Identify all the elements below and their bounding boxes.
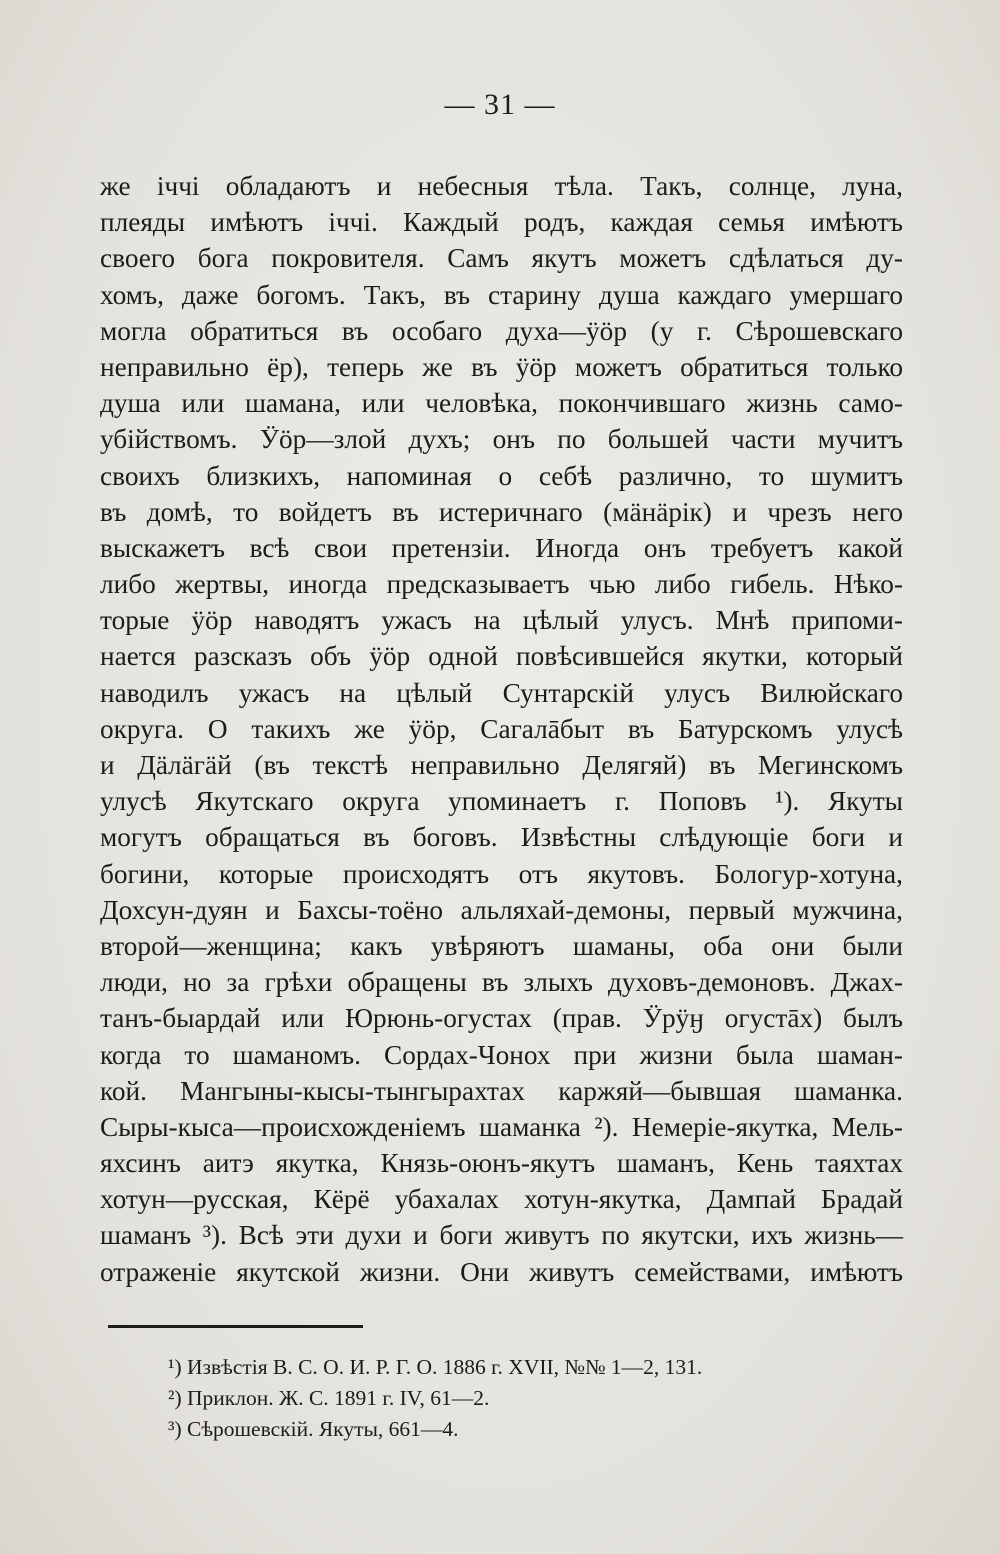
text-line: второй—женщина; какъ увѣряютъ шаманы, оба они были <box>100 930 903 961</box>
text-line: убійствомъ. Ӱöр—злой духъ; онъ по большей части мучитъ <box>100 424 903 455</box>
text-line: хотун—русская, Кёрё убахалах хотун-якутка, Дампай Брадай <box>100 1184 903 1215</box>
text-line: выскажетъ всѣ свои претензіи. Иногда онъ требуетъ какой <box>100 532 903 563</box>
text-line: шаманъ ³). Всѣ эти духи и боги живутъ по якутски, ихъ жизнь— <box>100 1220 903 1251</box>
text-line: душа или шамана, или человѣка, покончившаго жизнь само- <box>100 388 903 419</box>
text-line: въ домѣ, то войдетъ въ истеричнаго (мäнäрік) и чрезъ него <box>100 496 903 527</box>
footnote: ¹) Извѣстія В. С. О. И. Р. Г. О. 1886 г. XVII, №№ 1—2, 131. <box>168 1355 703 1379</box>
text-line: богини, которые происходятъ отъ якутовъ. Бологур-хотуна, <box>100 858 903 889</box>
text-line: Сыры-кыса—происхожденіемъ шаманка ²). Немеріе-якутка, Мель- <box>100 1111 903 1142</box>
text-line: своихъ близкихъ, напоминая о себѣ различно, то шумитъ <box>100 460 903 491</box>
text-line: либо жертвы, иногда предсказываетъ чью либо гибель. Нѣко- <box>100 569 903 600</box>
footnote: ²) Приклон. Ж. С. 1891 г. IV, 61—2. <box>168 1386 490 1410</box>
text-line: улусѣ Якутскаго округа упоминаетъ г. Поповъ ¹). Якуты <box>100 786 903 817</box>
text-line: неправильно ёр), теперь же въ ӱöр можетъ обратиться только <box>100 351 903 382</box>
text-line: плеяды имѣютъ іччі. Каждый родъ, каждая семья имѣютъ <box>100 207 903 238</box>
text-line: округа. О такихъ же ӱöр, Сагалāбыт въ Батурскомъ улусѣ <box>100 713 903 744</box>
text-line: своего бога покровителя. Самъ якутъ можетъ сдѣлаться ду- <box>100 243 903 274</box>
text-line: хомъ, даже богомъ. Такъ, въ старину душа каждаго умершаго <box>100 279 903 310</box>
text-line: наводилъ ужасъ на цѣлый Сунтарскій улусъ Вилюйскаго <box>100 677 903 708</box>
footnote: ³) Сѣрошевскій. Якуты, 661—4. <box>168 1417 459 1441</box>
footnotes <box>168 1352 868 1445</box>
footnote-divider <box>108 1325 363 1328</box>
text-line: и Дäлäгäй (въ текстѣ неправильно Делягяй) въ Мегинскомъ <box>100 750 903 780</box>
text-line: Дохсун-дуян и Бахсы-тоёно альляхай-демоны, первый мужчина, <box>100 894 903 925</box>
text-line: отраженіе якутской жизни. Они живутъ семействами, имѣютъ <box>100 1256 903 1287</box>
text-line: люди, но за грѣхи обращены въ злыхъ духовъ-демоновъ. Джах- <box>100 967 903 998</box>
text-line: яхсинъ аитэ якутка, Князь-оюнъ-якутъ шаманъ, Кень таяхтах <box>100 1148 903 1179</box>
text-line: могла обратиться въ особаго духа—ӱöр (у г. Сѣрошевскаго <box>100 315 903 346</box>
text-line: же іччі обладаютъ и небесныя тѣла. Такъ, солнце, луна, <box>100 171 903 201</box>
text-line: танъ-быардай или Юрюнь-огустах (прав. Ӱрӱӈ огустāх) былъ <box>100 1003 903 1034</box>
text-line: когда то шаманомъ. Сордах-Чонох при жизни была шаман- <box>100 1039 903 1070</box>
text-line: кой. Мангыны-кысы-тынгырахтах каржяй—бывшая шаманка. <box>100 1075 903 1106</box>
page-number: — 31 — <box>444 88 556 121</box>
text-line: нается разсказъ объ ӱöр одной повѣсившейся якутки, который <box>100 641 903 672</box>
body-text <box>100 168 903 1290</box>
text-line: могутъ обращаться въ боговъ. Извѣстны слѣдующіе боги и <box>100 822 903 853</box>
text-line: торые ӱöр наводятъ ужасъ на цѣлый улусъ. Мнѣ припоми- <box>100 605 903 636</box>
